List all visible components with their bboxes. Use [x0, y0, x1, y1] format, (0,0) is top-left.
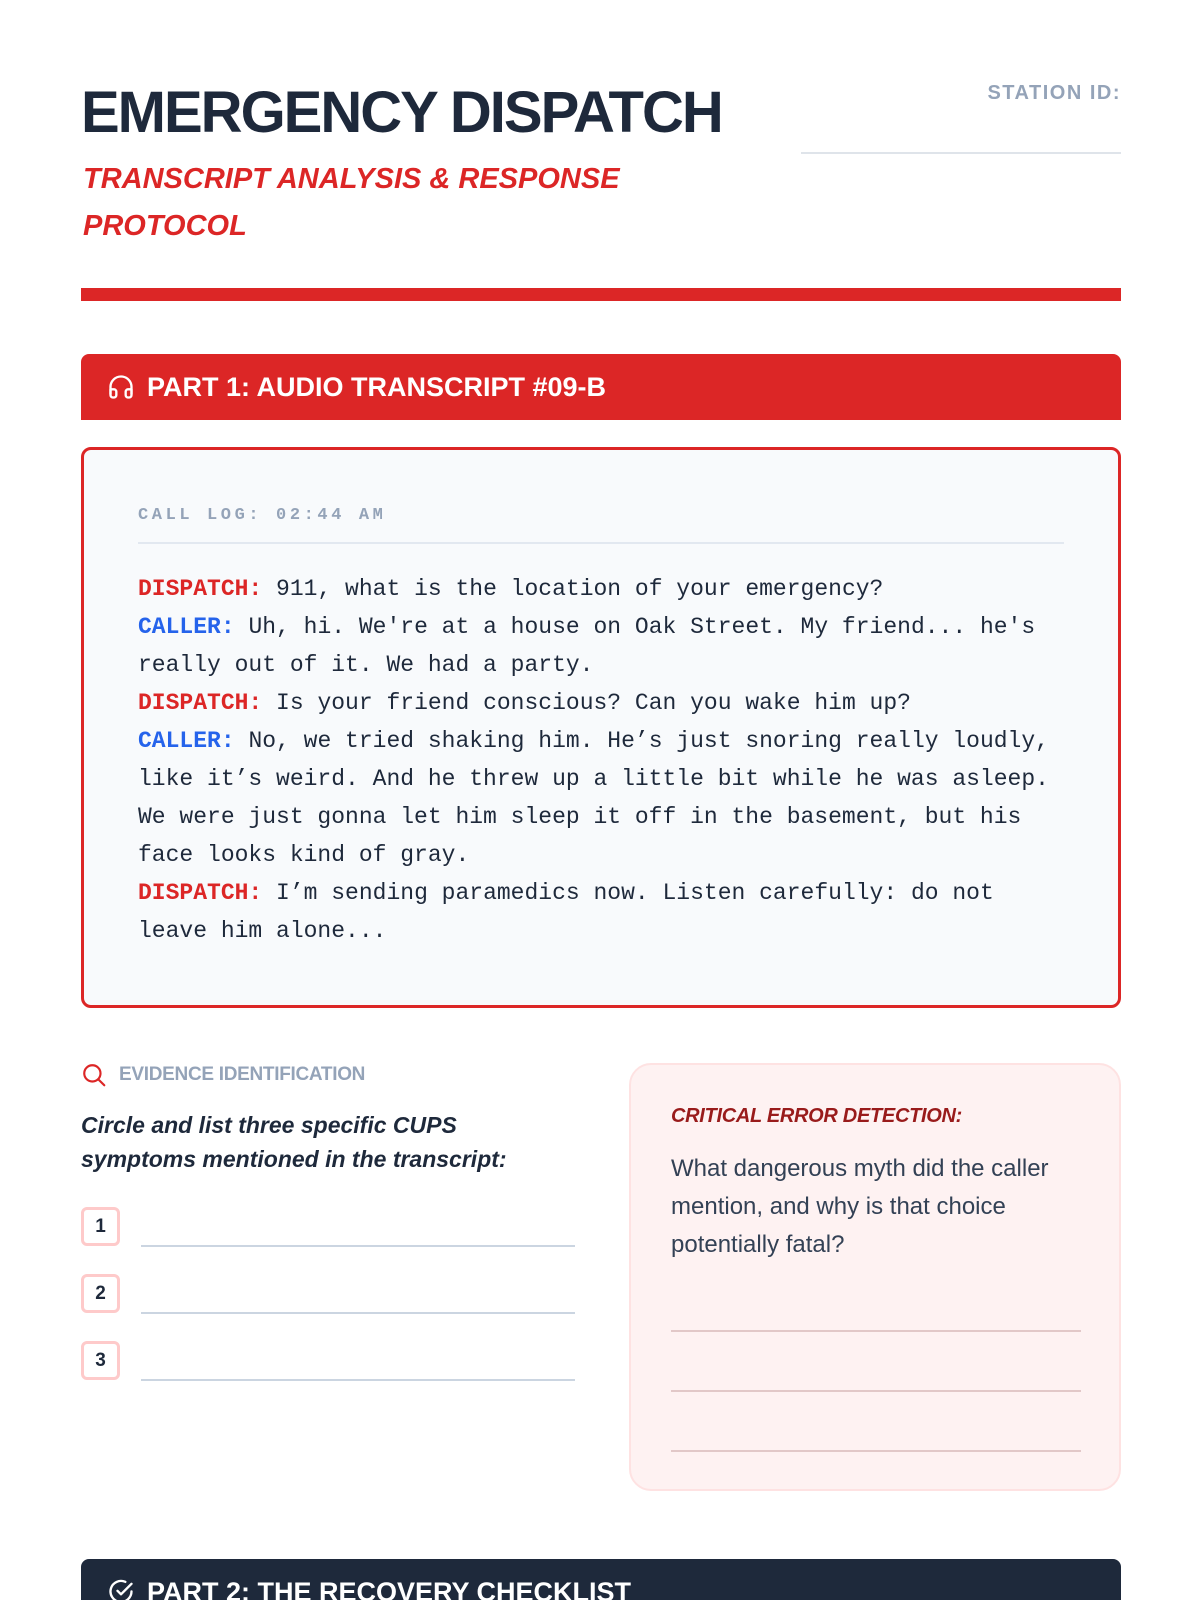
- dialog-text: Uh, hi. We're at a house on Oak Street. My friend... he's really out of it. We had a party.: [138, 614, 1036, 678]
- answer-number-badge: 1: [81, 1207, 120, 1246]
- transcript-dialog: [138, 570, 1064, 950]
- dialog-line: [138, 684, 1064, 722]
- check-circle-icon: [107, 1578, 135, 1600]
- call-log-timestamp: CALL LOG: 02:44 AM: [138, 506, 1064, 544]
- headphones-icon: [107, 373, 135, 401]
- part2-title: PART 2: THE RECOVERY CHECKLIST: [147, 1576, 632, 1600]
- dialog-text: 911, what is the location of your emergency?: [276, 576, 884, 602]
- dialog-line: [138, 874, 1064, 950]
- part2-section-header: [81, 1559, 1121, 1600]
- answer-line[interactable]: [671, 1330, 1081, 1332]
- page-subtitle: TRANSCRIPT ANALYSIS & RESPONSE PROTOCOL: [83, 163, 620, 242]
- transcript-box: [81, 447, 1121, 1008]
- evidence-instruction: Circle and list three specific CUPS symptoms mentioned in the transcript:: [81, 1112, 507, 1172]
- worksheet-page: [81, 0, 1121, 1600]
- dialog-text: Is your friend conscious? Can you wake him up?: [276, 690, 911, 716]
- answer-number-badge: 2: [81, 1274, 120, 1313]
- dialog-line: [138, 608, 1064, 684]
- critical-error-box: [629, 1063, 1121, 1491]
- speaker-dispatch: DISPATCH:: [138, 690, 263, 716]
- critical-error-question: What dangerous myth did the caller mention, and why is that choice potentially fatal?: [671, 1155, 1049, 1258]
- answer-line[interactable]: [141, 1379, 575, 1381]
- evidence-answer-list: [81, 1196, 576, 1397]
- speaker-dispatch: DISPATCH:: [138, 880, 263, 906]
- answer-line[interactable]: [671, 1450, 1081, 1452]
- evidence-answer-row: [81, 1263, 576, 1330]
- dialog-text: No, we tried shaking him. He’s just snoring really loudly, like it’s weird. And he threw up a little bit while he was asleep. We were just gonna let him sleep it off in the basement, but his face looks kind of gray.: [138, 728, 1049, 868]
- critical-error-title: CRITICAL ERROR DETECTION:: [671, 1105, 963, 1127]
- evidence-heading: [81, 1058, 576, 1092]
- evidence-answer-row: [81, 1330, 576, 1397]
- answer-line[interactable]: [671, 1390, 1081, 1392]
- speaker-caller: CALLER:: [138, 614, 235, 640]
- header-divider: [81, 288, 1121, 301]
- worksheet-header: [81, 80, 1121, 302]
- evidence-section: [81, 1058, 576, 1397]
- part1-section-header: [81, 354, 1121, 420]
- page-title: EMERGENCY DISPATCH: [81, 80, 722, 145]
- evidence-answer-row: [81, 1196, 576, 1263]
- speaker-caller: CALLER:: [138, 728, 235, 754]
- speaker-dispatch: DISPATCH:: [138, 576, 263, 602]
- station-id-field[interactable]: [801, 80, 1121, 154]
- dialog-text: I’m sending paramedics now. Listen carefully: do not leave him alone...: [138, 880, 994, 944]
- part1-title: PART 1: AUDIO TRANSCRIPT #09-B: [147, 371, 607, 402]
- answer-number-badge: 3: [81, 1341, 120, 1380]
- station-id-label: STATION ID:: [987, 82, 1121, 104]
- dialog-line: [138, 570, 1064, 608]
- evidence-heading-label: EVIDENCE IDENTIFICATION: [119, 1064, 366, 1085]
- answer-line[interactable]: [141, 1312, 575, 1314]
- dialog-line: [138, 722, 1064, 874]
- critical-answer-lines: [671, 1330, 1081, 1510]
- search-icon: [81, 1062, 107, 1088]
- answer-line[interactable]: [141, 1245, 575, 1247]
